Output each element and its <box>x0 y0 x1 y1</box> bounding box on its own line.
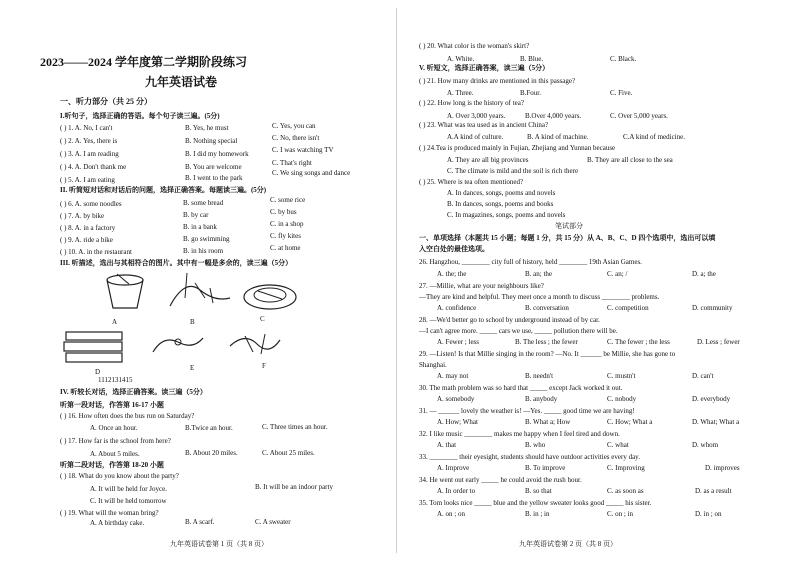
option-20a: A. White. <box>447 55 475 63</box>
option-1c: C. Yes, you can <box>272 122 316 130</box>
option-32a: A. that <box>437 441 457 449</box>
option-31a: A. How; What <box>437 418 478 426</box>
option-18b: B. It will be an indoor party <box>255 483 333 491</box>
question-2: ( ) 2. A. Yes, there is <box>60 137 118 145</box>
option-25c: C. In magazines, songs, poems and novels <box>447 211 566 219</box>
option-16c: C. Three times an hour. <box>262 423 328 431</box>
option-10c: C. at home <box>270 244 301 252</box>
option-35a: A. on ; on <box>437 510 465 518</box>
option-25b: B. In dances, songs, poems and books <box>447 200 554 208</box>
option-9c: C. fly kites <box>270 232 301 240</box>
question-29-line2: Shanghai. <box>419 361 447 369</box>
option-23a: A.A kind of culture. <box>447 133 504 141</box>
right-page <box>397 0 794 561</box>
option-30a: A. somebody <box>437 395 475 403</box>
option-24c: C. The climate is mild and the soil is rich there <box>447 167 579 175</box>
picture-label-a: A <box>112 318 118 326</box>
option-29d: D. can't <box>692 372 714 380</box>
option-32b: B. who <box>525 441 546 449</box>
option-33a: A. Improve <box>437 464 470 472</box>
option-35d: D. in ; on <box>695 510 722 518</box>
option-20c: C. Black. <box>610 55 637 63</box>
option-19b: B. A scarf. <box>185 518 215 526</box>
question-29: 29. —Listen! Is that Millie singing in the room? —No. It ______ be Millie, she has gone to <box>419 350 676 358</box>
question-32: 32. I like music ________ makes me happy when I feel tired and down. <box>419 430 620 438</box>
option-29c: C. mustn't <box>607 372 636 380</box>
section-i-single-choice: 一、单项选择（本题共 15 小题；每题 1 分，共 15 分）从 A、B、C、D 四个选项中，选出可以填 <box>419 234 716 242</box>
option-23b: B. A kind of machine. <box>527 133 589 141</box>
question-26: 26. Hangzhou, ________ city full of history, held ________ 19th Asian Games. <box>419 258 642 266</box>
option-27d: D. community <box>692 304 733 312</box>
question-25: ( ) 25. Where is tea often mentioned? <box>419 178 524 186</box>
option-6b: B. some bread <box>183 199 224 207</box>
option-30b: B. anybody <box>525 395 558 403</box>
picture-b-sketch <box>165 268 235 310</box>
option-24a: A. They are all big provinces <box>447 156 529 164</box>
option-16a: A. Once an hour. <box>90 424 138 432</box>
option-26c: C. an; / <box>607 270 628 278</box>
picture-label-d: D <box>95 368 101 376</box>
option-9b: B. go swimming <box>183 235 230 243</box>
question-5: ( ) 5. A. I am eating <box>60 176 115 184</box>
option-24b: B. They are all close to the sea <box>587 156 673 164</box>
option-21c: C. Five. <box>610 89 633 97</box>
exam-subtitle: 九年英语试卷 <box>145 75 218 89</box>
page-1-footer: 九年英语试卷第 1 页（共 8 页） <box>170 540 268 548</box>
answer-number-line: 1112131415 <box>98 376 133 384</box>
question-1: ( ) 1. A. No, I can't <box>60 124 113 132</box>
picture-e-sketch <box>148 330 208 360</box>
option-28b: B. The less ; the fewer <box>515 338 578 346</box>
section-iv-heading: IV. 听较长对话，选择正确答案。读三遍（5分） <box>60 388 207 396</box>
question-21: ( ) 21. How many drinks are mentioned in this passage? <box>419 77 576 85</box>
option-29a: A. may not <box>437 372 469 380</box>
question-4: ( ) 4. A. Don't thank me <box>60 163 127 171</box>
question-6: ( ) 6. A. some noodles <box>60 200 122 208</box>
question-28-line2: —I can't agree more. _____ cars we use, _____ pollution there will be. <box>419 327 618 335</box>
section-ii-heading: II. 听简短对话和对话后的问题，选择正确答案。每题读三遍。(5分) <box>60 186 267 194</box>
picture-label-f: F <box>262 362 266 370</box>
option-31c: C. How; What a <box>607 418 653 426</box>
option-26d: D. a; the <box>692 270 716 278</box>
option-20b: B. Blue. <box>520 55 544 63</box>
question-22: ( ) 22. How long is the history of tea? <box>419 99 524 107</box>
option-17a: A. About 5 miles. <box>90 450 140 458</box>
section-iii-heading: III. 听描述，选出与其相符合的图片。其中有一幅是多余的，读三遍（5分） <box>60 259 293 267</box>
question-33: 33. ________ their eyesight, students should have outdoor activities every day. <box>419 453 640 461</box>
question-28: 28. —We'd better go to school by underground instead of by car. <box>419 316 600 324</box>
question-16: ( ) 16. How often does the bus run on Saturday? <box>60 412 195 420</box>
question-17: ( ) 17. How far is the school from here? <box>60 437 171 445</box>
option-34a: A. In order to <box>437 487 476 495</box>
picture-label-b: B <box>190 318 195 326</box>
dialogue-2-heading: 听第二段对话，作答第 18-20 小题 <box>60 461 164 469</box>
option-18c: C. It will be held tomorrow <box>90 497 167 505</box>
option-7c: C. by bus <box>270 208 297 216</box>
option-32d: D. whom <box>692 441 719 449</box>
question-7: ( ) 7. A. by bike <box>60 212 105 220</box>
option-8b: B. in a bank <box>183 223 217 231</box>
option-31d: D. What; What a <box>692 418 740 426</box>
option-35b: B. in ; in <box>525 510 550 518</box>
picture-a-paper-cup <box>95 272 155 312</box>
option-22b: B.Over 4,000 years. <box>525 112 582 120</box>
option-4c: C. That's right <box>272 159 312 167</box>
question-3: ( ) 3. A. I am reading <box>60 150 119 158</box>
option-28a: A. Fewer ; less <box>437 338 479 346</box>
option-2b: B. Nothing special <box>185 137 238 145</box>
section-i-heading: I.听句子，选择正确的答语。每个句子读三遍。(5分) <box>60 112 220 120</box>
question-34: 34. He went out early _____ he could avoid the rush hour. <box>419 476 582 484</box>
option-19a: A. A birthday cake. <box>90 519 145 527</box>
question-20: ( ) 20. What color is the woman's skirt? <box>419 42 530 50</box>
question-18: ( ) 18. What do you know about the party? <box>60 472 179 480</box>
question-10: ( ) 10. A. in the restaurant <box>60 248 132 256</box>
question-8: ( ) 8. A. in a factory <box>60 224 116 232</box>
option-34d: D. as a result <box>695 487 732 495</box>
part-listening: 一、听力部分（共 25 分） <box>60 97 152 106</box>
option-8c: C. in a shop <box>270 220 304 228</box>
option-35c: C. on ; in <box>607 510 634 518</box>
section-i-single-choice-cont: 入空白处的最佳选项。 <box>419 245 489 253</box>
option-23c: C.A kind of medicine. <box>623 133 686 141</box>
option-27b: B. conversation <box>525 304 569 312</box>
dialogue-1-heading: 听第一段对话，作答第 16-17 小题 <box>60 401 164 409</box>
option-33b: B. To improve <box>525 464 566 472</box>
option-28c: C. The fewer ; the less <box>607 338 670 346</box>
question-9: ( ) 9. A. ride a bike <box>60 236 113 244</box>
option-4b: B. You are welcome <box>185 163 242 171</box>
page-2-footer: 九年英语试卷第 2 页（共 8 页） <box>519 540 617 548</box>
option-25a: A. In dances, songs, poems and novels <box>447 189 556 197</box>
option-3c: C. I was watching TV <box>272 146 334 154</box>
option-31b: B. What a; How <box>525 418 571 426</box>
option-33c: C. Improving <box>607 464 645 472</box>
option-7b: B. by car <box>183 211 209 219</box>
exam-title: 2023——2024 学年度第二学期阶段练习 <box>40 55 248 69</box>
question-23: ( ) 23. What was tea used as in ancient China? <box>419 121 549 129</box>
question-35: 35. Tom looks nice _____ blue and the yellow sweater looks good _____ his sister. <box>419 499 652 507</box>
option-5c: C. We sing songs and dance <box>272 169 351 177</box>
option-34c: C. as soon as <box>607 487 644 495</box>
question-31: 31. — ______ lovely the weather is! —Yes. _____ good time we are having! <box>419 407 635 415</box>
option-18a: A. It will be held for Joyce. <box>90 485 167 493</box>
picture-d-books <box>62 328 126 366</box>
question-27: 27. —Millie, what are your neighbours like? <box>419 282 544 290</box>
question-27-line2: —They are kind and helpful. They meet once a month to discuss ________ problems. <box>419 293 660 301</box>
section-v-heading: V. 听短文，选择正确答案，读三遍（5分） <box>419 64 550 72</box>
option-3b: B. I did my homework <box>185 150 249 158</box>
option-21a: A. Three. <box>447 89 474 97</box>
picture-label-e: E <box>190 364 195 372</box>
option-17b: B. About 20 miles. <box>185 449 238 457</box>
option-21b: B.Four. <box>520 89 542 97</box>
picture-label-c: C <box>260 315 265 323</box>
option-6c: C. some rice <box>270 196 306 204</box>
option-22c: C. Over 5,000 years. <box>610 112 668 120</box>
option-5b: B. I went to the park <box>185 174 243 182</box>
option-33d: D. improves <box>705 464 740 472</box>
picture-f-sketch <box>225 326 285 362</box>
option-30c: C. nobody <box>607 395 637 403</box>
option-17c: C. About 25 miles. <box>262 449 315 457</box>
option-1b: B. Yes, he must <box>185 124 229 132</box>
written-part-heading: 笔试部分 <box>555 222 583 230</box>
option-29b: B. needn't <box>525 372 554 380</box>
option-22a: A. Over 3,000 years. <box>447 112 506 120</box>
picture-c-plate <box>240 275 300 313</box>
option-30d: D. everybody <box>692 395 731 403</box>
option-16b: B.Twice an hour. <box>185 424 233 432</box>
option-26b: B. an; the <box>525 270 553 278</box>
option-26a: A. the; the <box>437 270 467 278</box>
option-2c: C. No, there isn't <box>272 134 320 142</box>
option-27c: C. competition <box>607 304 649 312</box>
option-28d: D. Less ; fewer <box>697 338 740 346</box>
option-32c: C. what <box>607 441 629 449</box>
question-24: ( ) 24.Tea is produced mainly in Fujian, Zhejiang and Yunnan because <box>419 144 616 152</box>
question-19: ( ) 19. What will the woman bring? <box>60 509 159 517</box>
option-27a: A. confidence <box>437 304 477 312</box>
option-10b: B. in his room <box>183 247 224 255</box>
question-30: 30. The math problem was so hard that _____ except Jack worked it out. <box>419 384 623 392</box>
option-34b: B. so that <box>525 487 552 495</box>
option-19c: C. A sweater <box>255 518 291 526</box>
